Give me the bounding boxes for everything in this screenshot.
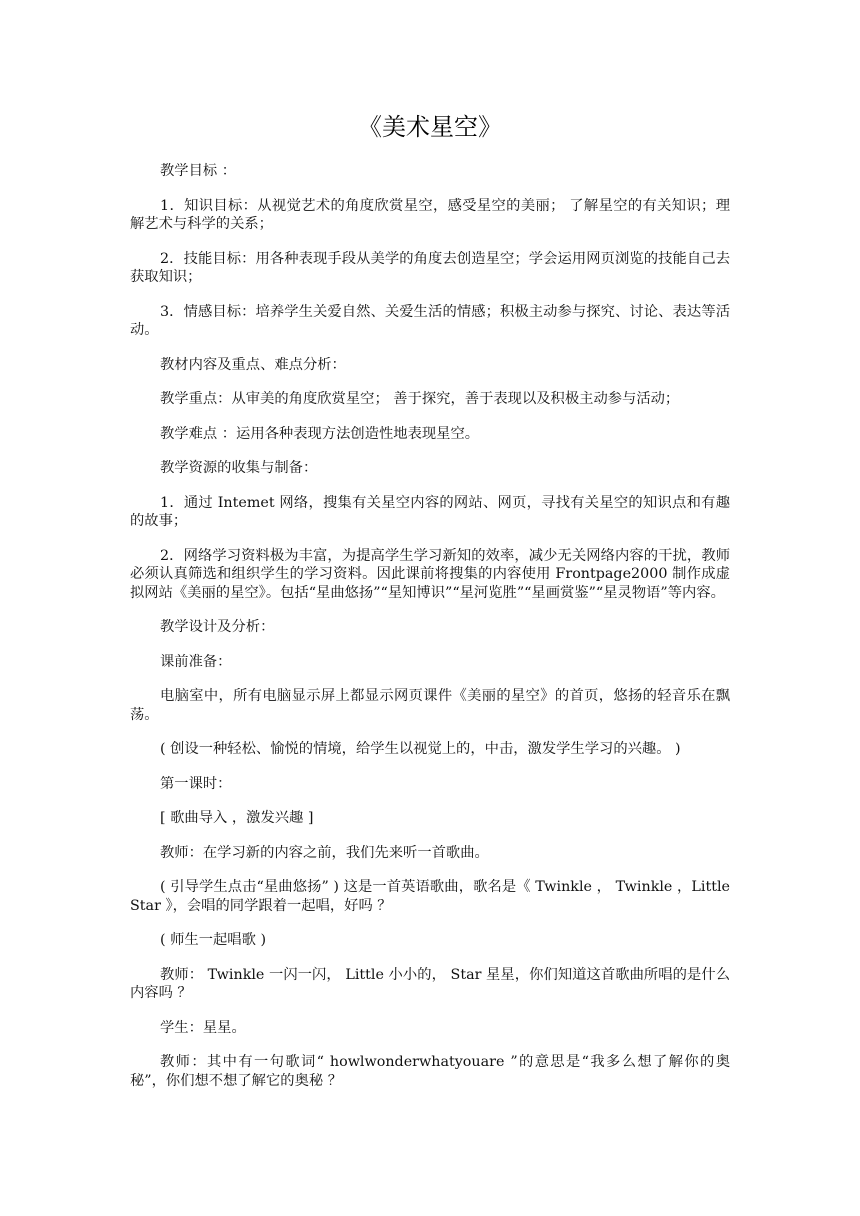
paragraph-knowledge-goal: 1．知识目标：从视觉艺术的角度欣赏星空，感受星空的美丽； 了解星空的有关知识；理解艺术与科学的关系； [130,197,730,232]
paragraph-teacher-twinkle: 教师： Twinkle 一闪一闪， Little 小小的， Star 星星，你们知道这首歌曲所唱的是什么内容吗 ？ [130,966,730,1001]
paragraph-resources-2: 2．网络学习资料极为丰富，为提高学生学习新知的效率，减少无关网络内容的干扰，教师必须认真筛选和组织学生的学习资料。因此课前将搜集的内容使用 Frontpage2000 制作成虚拟网站《美丽的星空》。包括“星曲悠扬”“星知博识”“星河览胜”“星画赏鉴”“星灵物语”等内容。 [130,547,730,601]
paragraph-teacher-listen: 教师：在学习新的内容之前，我们先来听一首歌曲。 [160,844,489,861]
paragraph-sing-together: ( 师生一起唱歌 ) [160,932,267,948]
paragraph-song-intro: [ 歌曲导入 ，激发兴趣 ] [160,810,314,826]
paragraph-preparation: 课前准备： [160,653,232,670]
paragraph-computer-room: 电脑室中，所有电脑显示屏上都显示网页课件《美丽的星空》的首页，悠扬的轻音乐在飘荡。 [130,688,730,723]
paragraph-emotion-goal: 3．情感目标：培养学生关爱自然、关爱生活的情感；积极主动参与探究、讨论、表达等活动。 [130,303,730,338]
paragraph-difficulties: 教学难点 ：运用各种表现方法创造性地表现星空。 [160,425,480,442]
paragraph-skill-goal: 2．技能目标：用各种表现手段从美学的角度去创造星空；学会运用网页浏览的技能自己去获取知识； [130,250,730,285]
paragraph-student-answer: 学生：星星。 [160,1019,246,1036]
paragraph-create-atmosphere: ( 创设一种轻松、愉悦的情境，给学生以视觉上的，中击，激发学生学习的兴趣。 ) [160,741,681,757]
paragraph-resources: 教学资源的收集与制备： [160,460,318,476]
paragraph-teaching-goals: 教学目标 ： [160,163,237,179]
paragraph-content-analysis: 教材内容及重点、难点分析： [160,356,346,373]
paragraph-design-analysis: 教学设计及分析： [160,619,275,635]
paragraph-teacher-mystery: 教师：其中有一句歌词“ howlwonderwhatyouare ”的意思是“我多么想了解你的奥秘”，你们想不想了解它的奥秘 ？ [130,1054,730,1089]
paragraph-key-points: 教学重点：从审美的角度欣赏星空； 善于探究，善于表现以及积极主动参与活动； [160,391,680,407]
paragraph-english-song: ( 引导学生点击“星曲悠扬” ) 这是一首英语歌曲，歌名是《 Twinkle ， Twinkle ，LittleStar 》，会唱的同学跟着一起唱，好吗 ？ [130,879,730,914]
paragraph-first-lesson: 第一课时： [160,775,232,792]
document-title: 《美术星空》 [358,113,502,141]
paragraph-resources-1: 1．通过 Intemet 网络，搜集有关星空内容的网站、网页，寻找有关星空的知识点和有趣的故事； [130,494,730,529]
